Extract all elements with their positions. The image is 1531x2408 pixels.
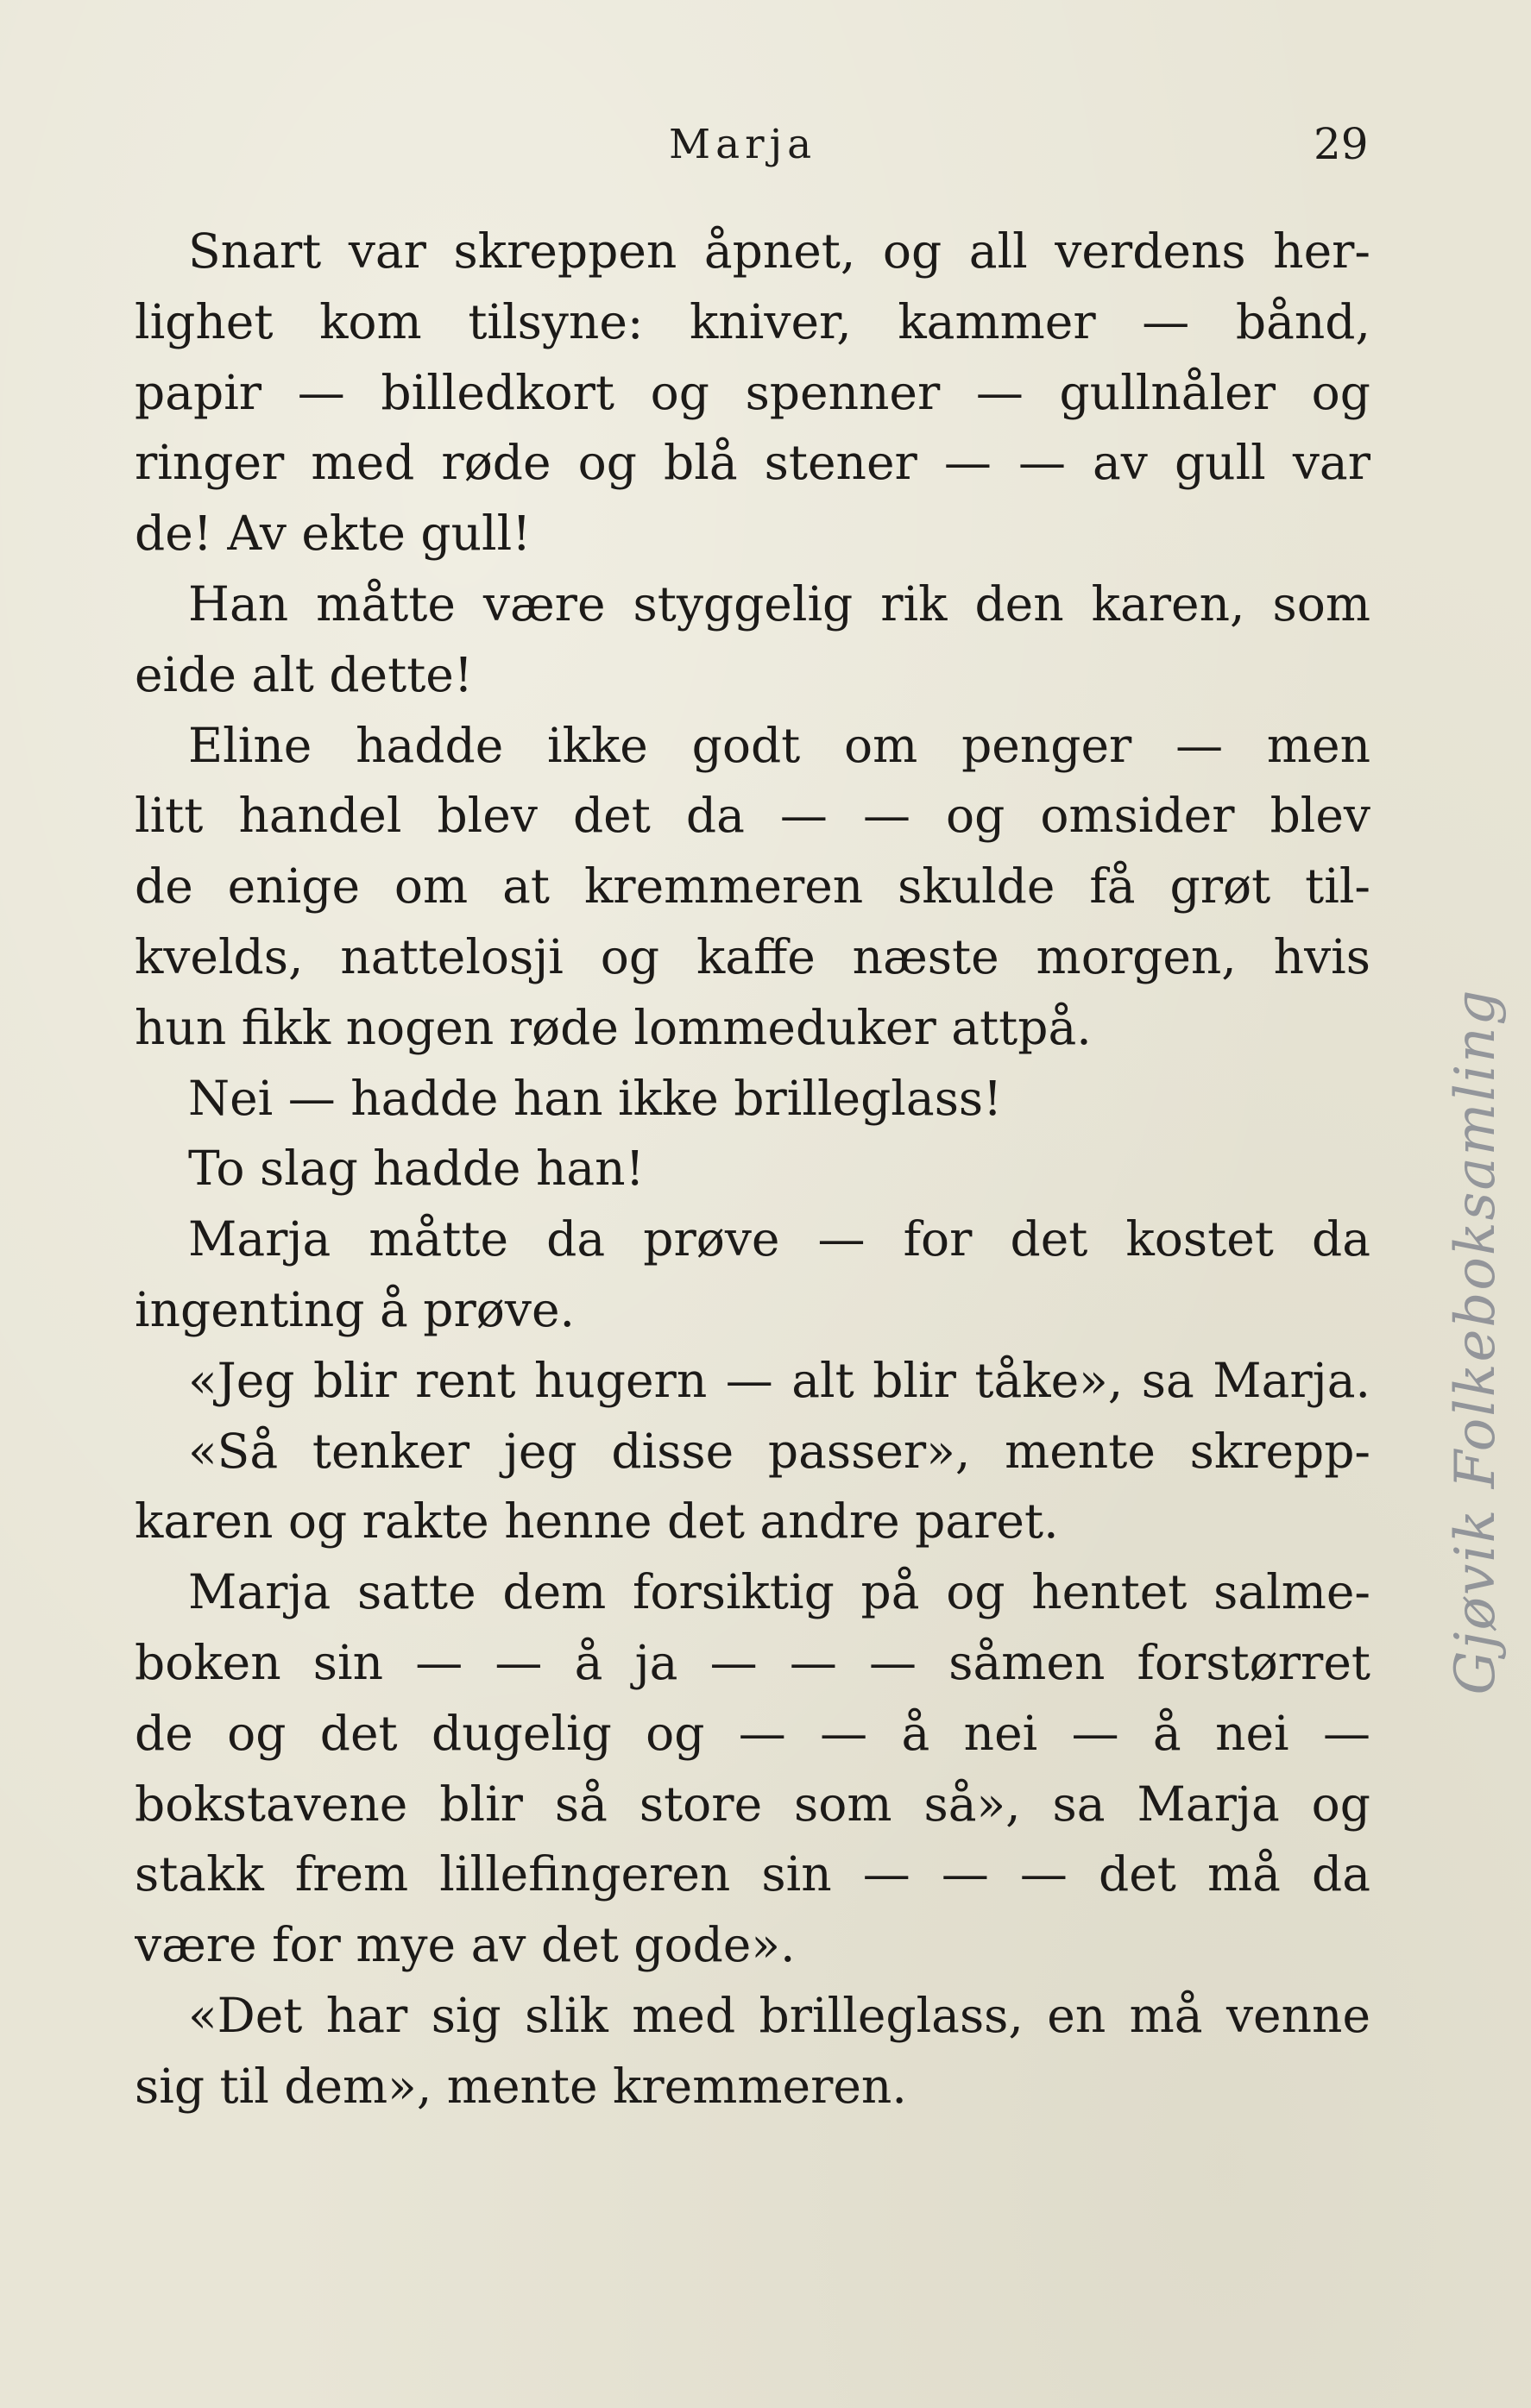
text-line: bokstavene blir så store som så», sa Marja og [135,1776,1370,1832]
running-head [0,112,1531,181]
page-number: 29 [1314,119,1369,169]
text-line: litt handel blev det da — — og omsider blev [135,788,1370,844]
text-line: Nei — hadde han ikke brilleglass! [188,1070,1003,1126]
text-line: Eline hadde ikke godt om penger — men [188,717,1370,773]
text-line: Snart var skreppen åpnet, og all verdens her- [188,223,1370,279]
body-text [135,217,1370,2122]
text-line: de og det dugelig og — — å nei — å nei — [135,1705,1370,1761]
text-line: karen og rakte henne det andre paret. [135,1493,1059,1550]
text-line: lighet kom tilsyne: kniver, kammer — bånd, [135,293,1370,349]
text-line: hun fikk nogen røde lommeduker attpå. [135,999,1092,1055]
text-line: stakk frem lillefingeren sin — — — det må da [135,1846,1370,1902]
text-line: boken sin — — å ja — — — såmen forstørret [135,1634,1370,1690]
text-line: de! Av ekte gull! [135,506,532,562]
text-line: «Det har sig slik med brilleglass, en må venne [188,1987,1370,2043]
text-line: Han måtte være styggelig rik den karen, som [188,575,1370,632]
text-line: «Jeg blir rent hugern — alt blir tåke», sa Marja. [188,1352,1370,1408]
text-line: To slag hadde han! [188,1141,645,1197]
text-line: kvelds, nattelosji og kaffe næste morgen, hvis [135,928,1370,984]
text-line: papir — billedkort og spenner — gullnåler og [135,364,1370,420]
text-line: de enige om at kremmeren skulde få grøt til- [135,858,1370,915]
text-line: sig til dem», mente kremmeren. [135,2058,907,2114]
text-line: eide alt dette! [135,646,473,702]
library-stamp [1415,932,1528,1751]
chapter-title: Marja [669,121,817,168]
library-stamp-text: Gjøvik Folkeboksamling [1444,988,1508,1695]
text-line: Marja satte dem forsiktig på og hentet salme- [188,1564,1370,1620]
text-line: ingenting å prøve. [135,1281,575,1337]
text-line: Marja måtte da prøve — for det kostet da [188,1211,1370,1267]
text-line: være for mye av det gode». [135,1917,796,1973]
text-line: ringer med røde og blå stener — — av gull var [135,435,1370,491]
text-line: «Så tenker jeg disse passer», mente skrepp- [188,1423,1370,1479]
